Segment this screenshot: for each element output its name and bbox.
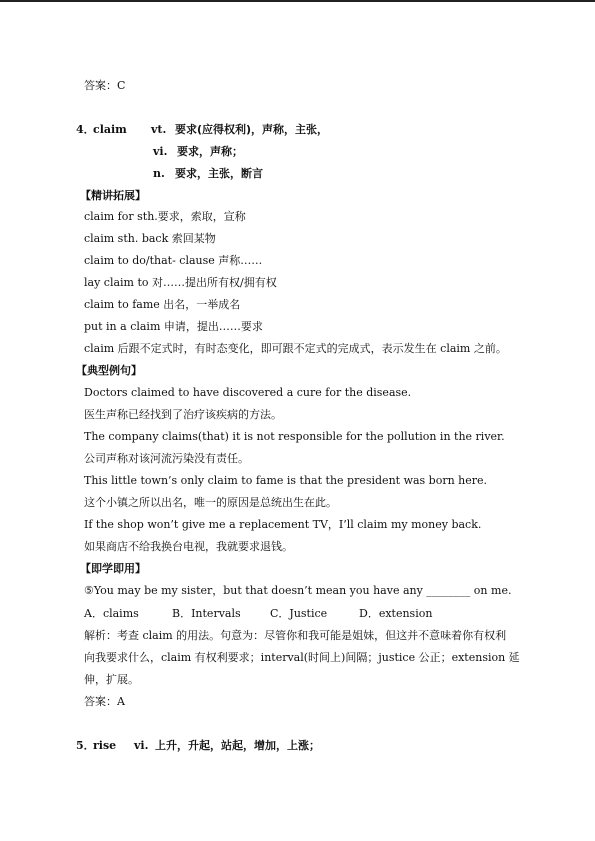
expand-item: claim for sth.要求，索取，宣称 xyxy=(84,210,246,223)
expand-item: claim to fame 出名，一举成名 xyxy=(84,298,241,311)
definition: 要求，声称； xyxy=(177,145,243,158)
practice-question: ⑤You may be my sister，but that doesn’t mean you have any ________ on me. xyxy=(84,584,512,597)
option-d: D．extension xyxy=(359,607,433,620)
expand-item: claim sth. back 索回某物 xyxy=(84,232,216,245)
section-heading-examples: 【典型例句】 xyxy=(76,364,142,377)
expand-note: claim 后跟不定式时，有时态变化，即可跟不定式的完成式，表示发生在 claim 之前。 xyxy=(84,342,507,355)
analysis-line: 伸，扩展。 xyxy=(84,673,139,686)
part-of-speech: vt. xyxy=(151,123,167,136)
analysis-line: 解析：考查 claim 的用法。句意为：尽管你和我可能是姐妹，但这并不意味着你有权利 xyxy=(84,629,507,642)
option-b: B．Intervals xyxy=(172,607,241,620)
previous-answer: 答案：C xyxy=(84,79,126,92)
expand-item: put in a claim 申请，提出……要求 xyxy=(84,320,263,333)
entry-headword: rise xyxy=(93,739,117,752)
example-sentence: If the shop won’t give me a replacement TV，I’ll claim my money back. xyxy=(84,518,482,531)
entry-number: 4． xyxy=(76,123,95,136)
option-a: A．claims xyxy=(84,607,139,620)
definition: 上升，升起，站起，增加，上涨； xyxy=(155,739,320,752)
expand-item: claim to do/that- clause 声称…… xyxy=(84,254,263,267)
section-heading-practice: 【即学即用】 xyxy=(80,562,146,575)
example-translation: 公司声称对该河流污染没有责任。 xyxy=(84,452,249,465)
part-of-speech: vi. xyxy=(153,145,168,158)
definition: 要求，主张，断言 xyxy=(175,167,263,180)
example-sentence: Doctors claimed to have discovered a cure for the disease. xyxy=(84,386,412,399)
part-of-speech: vi. xyxy=(134,739,149,752)
example-translation: 医生声称已经找到了治疗该疾病的方法。 xyxy=(84,408,282,421)
example-translation: 这个小镇之所以出名，唯一的原因是总统出生在此。 xyxy=(84,496,337,509)
example-sentence: This little town’s only claim to fame is that the president was born here. xyxy=(84,474,488,487)
example-translation: 如果商店不给我换台电视，我就要求退钱。 xyxy=(84,540,293,553)
analysis-line: 向我要求什么，claim 有权利要求；interval(时间上)间隔；justice 公正；extension 延 xyxy=(84,651,520,664)
part-of-speech: n. xyxy=(153,167,165,180)
option-c: C．Justice xyxy=(270,607,328,620)
definition: 要求(应得权利)，声称，主张， xyxy=(175,123,329,136)
section-heading-expand: 【精讲拓展】 xyxy=(80,189,146,202)
practice-answer: 答案：A xyxy=(84,695,125,708)
entry-headword: claim xyxy=(93,123,127,136)
entry-number: 5． xyxy=(76,739,95,752)
example-sentence: The company claims(that) it is not responsible for the pollution in the river. xyxy=(84,430,505,443)
page-top-border xyxy=(0,0,595,2)
expand-item: lay claim to 对……提出所有权/拥有权 xyxy=(84,276,277,289)
